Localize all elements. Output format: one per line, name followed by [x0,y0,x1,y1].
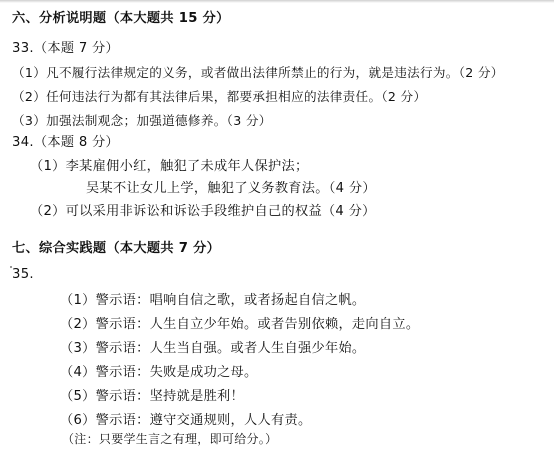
scan-edge-shadow [0,0,554,3]
section6-title: 六、分析说明题（本大题共 15 分） [12,11,230,26]
q33-item-3: （3）加强法制观念；加强道德修养。（3 分） [12,113,272,128]
q35-note: （注：只要学生言之有理，即可给分。） [62,432,278,446]
q35-item-5: （5）警示语：坚持就是胜利！ [60,389,245,404]
q35-item-1: （1）警示语：唱响自信之歌，或者扬起自信之帆。 [60,293,366,308]
q33-item-1: （1）凡不履行法律规定的义务，或者做出法律所禁止的行为，就是违法行为。（2 分） [12,65,504,80]
q35-item-3: （3）警示语：人生当自强。或者人生自强少年始。 [60,341,366,356]
q34-header: 34.（本题 8 分） [12,135,119,150]
q35-item-6: （6）警示语：遵守交通规则，人人有责。 [60,413,312,428]
q34-item-1-cont: 吴某不让女儿上学，触犯了义务教育法。（4 分） [86,181,376,196]
q34-item-1: （1）李某雇佣小红，触犯了未成年人保护法； [30,159,309,174]
q35-header: 35. [12,267,34,282]
q34-item-2: （2）可以采用非诉讼和诉讼手段维护自己的权益（4 分） [30,204,376,219]
q33-header: 33.（本题 7 分） [12,41,119,56]
q33-item-2: （2）任何违法行为都有其法律后果，都要承担相应的法律责任。（2 分） [12,89,427,104]
q35-item-2: （2）警示语：人生自立少年始。或者告别依赖，走向自立。 [60,317,420,332]
section7-title: 七、综合实践题（本大题共 7 分） [12,241,221,256]
q35-item-4: （4）警示语：失败是成功之母。 [60,365,258,380]
